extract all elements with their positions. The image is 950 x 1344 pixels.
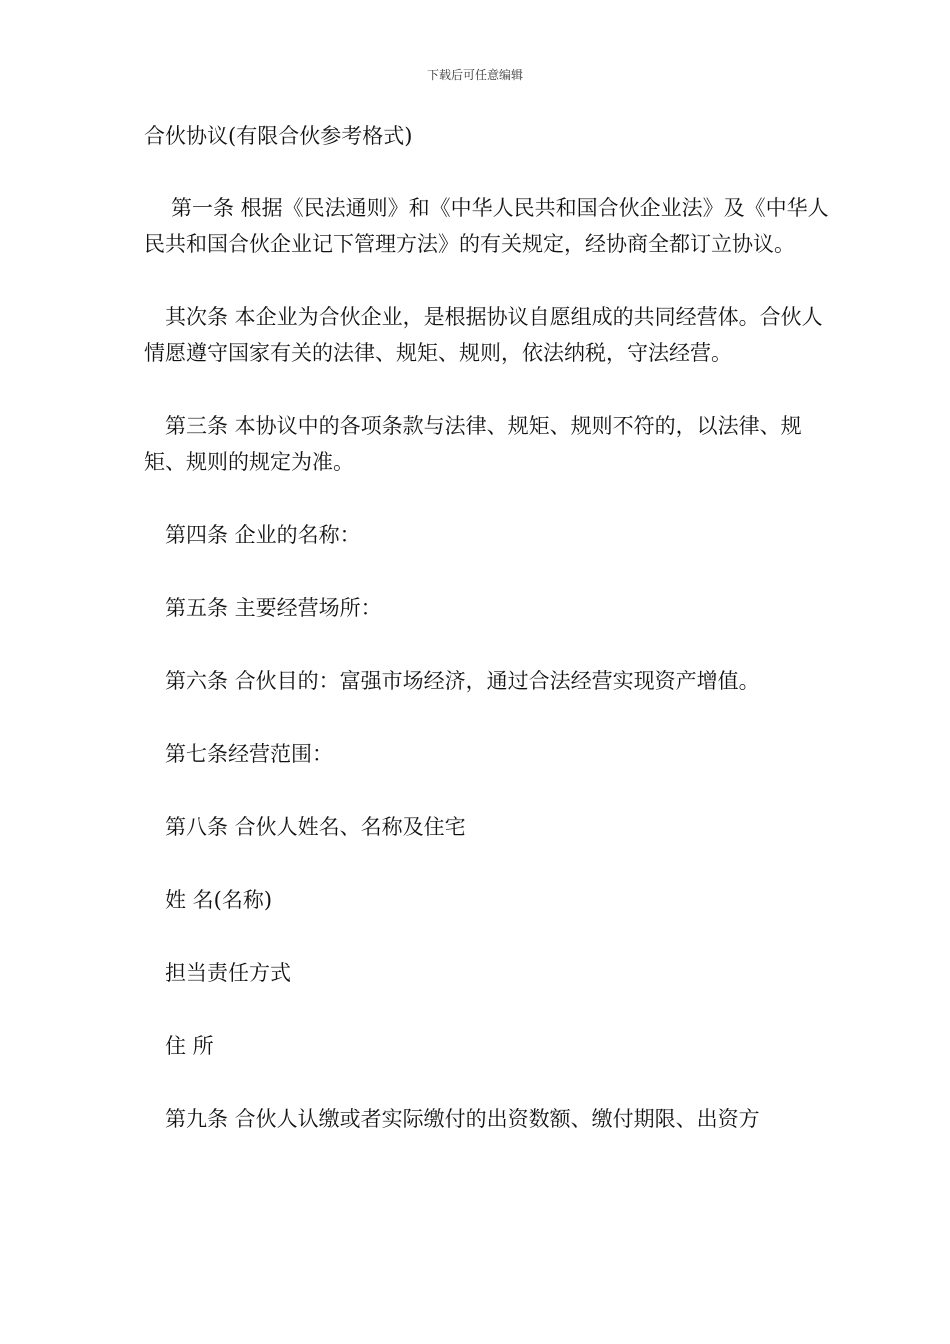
page-header: 下载后可任意编辑	[426, 68, 523, 82]
residence-label: 住 所	[165, 1034, 214, 1058]
article-5: 第五条 主要经营场所：	[165, 596, 382, 620]
article-2: 其次条 本企业为合伙企业，是根据协议自愿组成的共同经营体。合伙人情愿遵守国家有关的法律、规矩、规则，依法纳税，守法经营。	[144, 305, 823, 365]
article-7: 第七条经营范围：	[165, 742, 333, 766]
article-9: 第九条 合伙人认缴或者实际缴付的出资数额、缴付期限、出资方	[165, 1107, 760, 1131]
article-1: 第一条 根据《民法通则》和《中华人民共和国合伙企业法》及《中华人民共和国合伙企业记下管理方法》的有关规定，经协商全都订立协议。	[144, 196, 829, 256]
article-3: 第三条 本协议中的各项条款与法律、规矩、规则不符的，以法律、规矩、规则的规定为准。	[144, 414, 802, 474]
article-8: 第八条 合伙人姓名、名称及住宅	[165, 815, 466, 839]
document-body	[144, 118, 834, 1137]
partner-name-label: 姓 名(名称)	[165, 888, 273, 912]
article-4: 第四条 企业的名称：	[165, 523, 361, 547]
document-title: 合伙协议(有限合伙参考格式)	[144, 124, 413, 148]
article-6: 第六条 合伙目的：富强市场经济，通过合法经营实现资产增值。	[165, 669, 760, 693]
liability-method-label: 担当责任方式	[165, 961, 291, 985]
